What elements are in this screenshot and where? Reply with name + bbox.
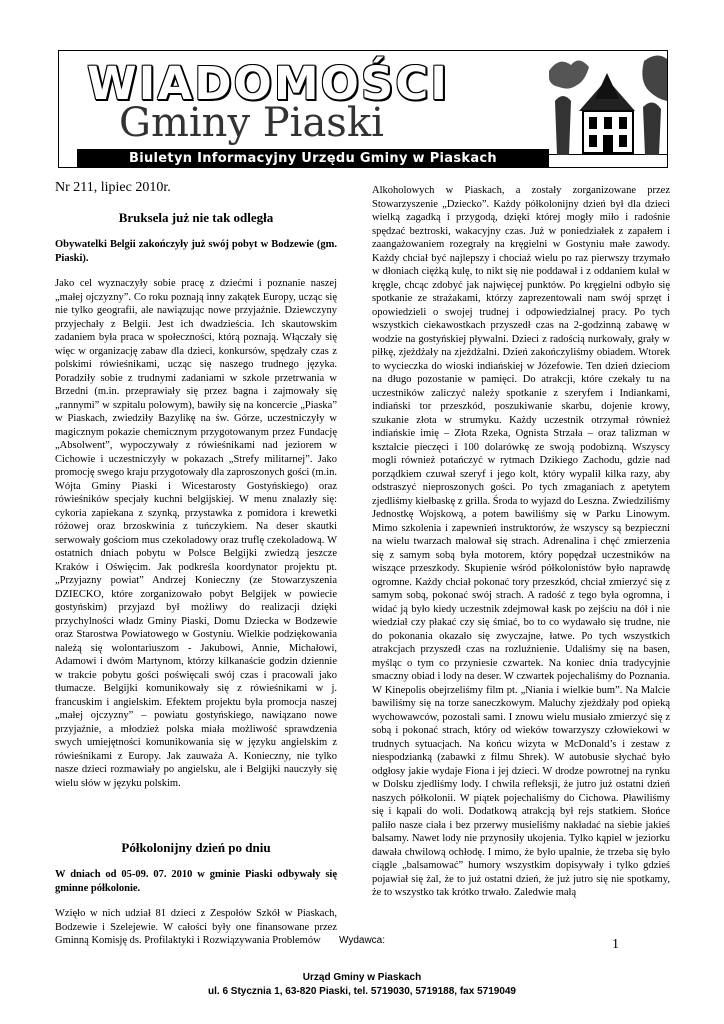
masthead-tagline: Biuletyn Informacyjny Urzędu Gminy w Piaskach	[77, 149, 549, 168]
publisher-address: ul. 6 Stycznia 1, 63-820 Piaski, tel. 5719030, 5719188, fax 5719049	[208, 986, 516, 997]
masthead-title: WIADOMOŚCI	[87, 57, 450, 110]
article-2-title: Półkolonijny dzień po dniu	[121, 840, 271, 855]
page-number: 1	[612, 937, 619, 952]
masthead-subtitle: Gminy Piaski	[119, 100, 384, 146]
publisher-label: Wydawca:	[338, 935, 386, 946]
masthead	[58, 50, 668, 168]
right-column	[372, 184, 670, 900]
article-1-body: Jako cel wyznaczyły sobie pracę z dziećmi i poznanie naszej „małej ojczyzny”. Co roku poznają inny zakątek Europy, ucząc się nie tylko geografii, ale nawiązując nowe przyjaźnie. Dziewczyny przyjechały z Belgii. Jest ich dwadzieścia. Ich skautowskim zadaniem była praca w społeczności, którą poznają. Włączały się więc w organizację zabaw dla dzieci, konkursów, spędzały czas z polskimi rówieśnikami, ucząc się naszego trudnego języka. Poradziły sobie z trudnymi zadaniami w szkole przetrwania w Brzedni (m.in. przeprawiały się przez bagna i zajmowały się „rannymi” w szpitalu polowym), bawiły się na koncercie „Piaska” w Piaskach, zwiedziły Bazylikę na św. Górze, uczestniczyły w magicznym pokazie chemicznym przygotowanym przez Fundację „Absolwent”, wypoczywały z rówieśnikami nad jeziorem w Cichowie i uczestniczyły w pokazach „Strefy militarnej”. Jako promocję swego kraju przygotowały dla zaproszonych gości (m.in. Wójta Gminy Piaski i Wicestarosty Gostyńskiego) oraz rówieśników specjały kuchni belgijskiej. W menu znalazły się: cykoria zapiekana z szynką, przystawka z pomidora i krewetki różowej oraz brzoskwinia z tuńczykiem. Na deser skautki serwowały gościom mus czekoladowy oraz truflę czekoladową. W ostatnich dniach pobytu w Polsce Belgijki zwiedzą jeszcze Kraków i Oświęcim. Jak podkreśla koordynator projektu pt. „Przyjazny powiat” Andrzej Konieczny (ze Stowarzyszenia DZIECKO, które zorganizowało pobyt Belgijek w powiecie gostyńskim) przyjazd był możliwy do realizacji dzięki przychylności władz Gminy Piaski, Domu Dziecka w Bodzewie oraz Starostwa Powiatowego w Gostyniu. Wielkie podziękowania należą się wolontariuszom - Jakubowi, Annie, Michałowi, Adamowi i dwóm Martynom, którzy kilkanaście godzin dziennie w trakcie pobytu gości poświęcali swój czas i pracowali jako tłumacze. Belgijki komunikowały się z rówieśnikami w j. francuskim i angielskim. Efektem projektu była promocja naszej „małej ojczyzny” – powiatu gostyńskiego, nawiązano nowe przyjaźnie, a młodzież polska miała możliwość sprawdzenia swych umiejętności komunikowania się w języku angielskim z rówieśnikami z Europy. Jak zauważa A. Konieczny, nie tylko nasze dzieci rozmawiały po angielsku, ale i Belgijki nauczyły się wielu słów w języku polskim.	[55, 278, 337, 789]
article-2-continuation: Alkoholowych w Piaskach, a zostały zorganizowane przez Stowarzyszenie „Dziecko”. Każdy półkolonijny dzień był dla dzieci wielką zagadką i przygodą, dzięki której mogły miło i radośnie spędzać beztroski, wakacyjny czas. Już w poniedziałek z zapałem i zaangażowaniem rozegrały na kręgielni w Gostyniu małe zawody. Każdy chciał być najlepszy i chociaż wielu po raz pierwszy trzymało w dłoniach ciężką kulę, to nikt się nie poddawał i z oddaniem kulał w kręgle, chcąc zdobyć jak najwięcej punktów. Po kręgielni odbyło się spotkanie ze strażakami, którzy zaprezentowali nam swój sprzęt i opowiedzieli o swojej trudnej i odpowiedzialnej pracy. Po tych wszystkich ciekawostkach przyszedł czas na 2-godzinną zabawę w wodzie na gostyńskiej pływalni. Dzieci z radością nurkowały, grały w piłkę, zjeżdżały na zjeżdżalni. Dzień zakończyliśmy obiadem. Wtorek to wycieczka do wioski indiańskiej w Józefowie. Ten dzień dzieciom na długo pozostanie w pamięci. Do atrakcji, które czekały tu na uczestników zaliczyć należy spotkanie z szeryfem i Indiankami, indiański tor przeszkód, poszukiwanie skarbu, dojenie krowy, szukanie złota w strumyku. Każdy uczestnik otrzymał również indiańskie imię – Złota Rzeka, Ognista Strzała – oraz talizman w kształcie pieczęci i 100 dolarówkę ze swoją podobizną. Wszyscy mogli również potańczyć w rytmach Dzikiego Zachodu, gdzie nad porządkiem czuwał szeryf i jego kolt, który wypalił kilka razy, aby odstraszyć nieproszonych gości. Po tych zmaganiach z apetytem zjedliśmy kiełbaskę z grilla. Środa to wyjazd do Leszna. Zwiedziliśmy Jednostkę Wojskową, a potem bawiliśmy się w Parku Linowym. Mimo szkolenia i zapewnień instruktorów, że wszyscy są bezpieczni na wielu twarzach malował się strach. Adrenalina i chęć zmierzenia się z samym sobą była motorem, który popędzał uczestników na wiszące przeszkody. Skupienie wśród półkolonistów było naprawdę ogromne. Każdy chciał pokonać tory przeszkód, chciał zmierzyć się z samym sobą, pokonać swój strach. A radość z tego była ogromna, i widać ją było kiedy uczestnik zdejmował kask po zejściu na dół i nie wiedział czy płakać czy się śmiać, bo to co wydawało się trudne, nie do pokonania okazało się zwyczajne, łatwe. Po tych wszystkich atrakcjach przyszedł czas na rozluźnienie. Udaliśmy się na basen, myśląc o tym co przyniesie czwartek. Na koniec dnia tradycyjnie smaczny obiad i lody na deser. W czwartek pojechaliśmy do Poznania. W Kinepolis obejrzeliśmy film pt. „Niania i wielkie bum”. Na Malcie bawiliśmy się na torze saneczkowym. Maluchy zjeżdżały pod opieką wychowawców, pozostali sami. I znowu wielu musiało zmierzyć się z sobą i pokonać strach, który od wieków towarzyszy człowiekowi w trudnych sytuacjach. Na końcu wizyta w McDonald’s i zestaw z niespodzianką (zabawki z filmu Shrek). W autobusie słychać było odgłosy jakie wydaje Fiona i jej dzieci. W drodze powrotnej na rynku w Dolsku zjedliśmy lody. I chwila refleksji, że jutro już ostatni dzień naszych półkolonii. W piątek pojechaliśmy do Cichowa. Pławiliśmy się i kąpali do woli. Dodatkową atrakcją był rejs statkiem. Słońce paliło nasze ciała i bez przerwy musieliśmy nakładać na siebie jakieś balsamy. Nawet lody nie przynosiły ukojenia. Tylko kąpiel w jeziorku dawała chwilową ochłodę. I mimo, że było upalnie, że trzeba się było ciągle „balsamować” humory wszystkim dopisywały i tylko gdzieś pojawiał się żal, że to już ostatni dzień, że już jutro się nie spotkamy, że to wszystko tak krótko trwało. Zaledwie małą	[372, 185, 670, 898]
article-2-lead: W dniach od 05-09. 07. 2010 w gminie Piaski odbywały się gminne półkolonie.	[55, 869, 337, 894]
issue-number: Nr 211, lipiec 2010r.	[55, 180, 171, 195]
article-1-lead: Obywatelki Belgii zakończyły już swój pobyt w Bodzewie (gm. Piaski).	[55, 239, 337, 264]
manor-house-drawing-icon	[549, 51, 667, 168]
article-1-title: Bruksela już nie tak odległa	[118, 210, 274, 225]
publisher-name: Urząd Gminy w Piaskach	[302, 972, 422, 983]
left-column	[55, 180, 337, 948]
article-2-body: Wzięło w nich udział 81 dzieci z Zespołów Szkół w Piaskach, Bodzewie i Szelejewie. W całości były one finansowane przez Gminną Komisję ds. Profilaktyki i Rozwiązywania Problemów	[55, 908, 337, 946]
